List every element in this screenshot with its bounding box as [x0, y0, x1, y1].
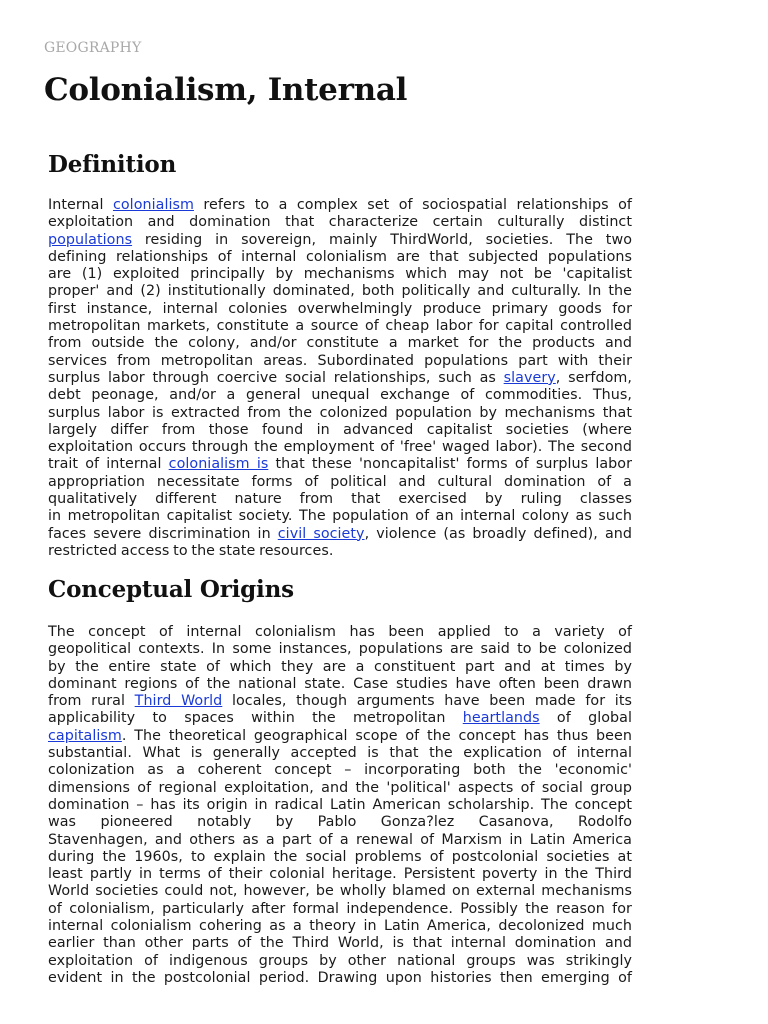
text-run: exploitation occurs through the employment of 'free' waged labor). The second [48, 439, 632, 456]
text-line [48, 474, 632, 491]
text-run: of global [539, 710, 633, 727]
text-run: colonization as a coherent concept – incorporating both the 'economic' [48, 762, 632, 779]
text-line [48, 676, 632, 693]
text-run: services from metropolitan areas. Subordinated populations part with their [48, 352, 632, 369]
text-run: was pioneered notably by Pablo Gonza?lez Casanova, Rodolfo [48, 814, 632, 831]
text-run: exploitation and domination that characterize certain culturally distinct [48, 214, 632, 231]
text-run: are (1) exploited principally by mechanisms which may not be 'capitalist [48, 266, 632, 283]
text-run: during the 1960s, to explain the social problems of postcolonial societies at [48, 848, 632, 865]
text-line [48, 953, 632, 970]
text-line [48, 883, 632, 900]
text-line [48, 797, 632, 814]
text-run: metropolitan markets, constitute a source of cheap labor for capital controlled [48, 318, 632, 335]
text-run: debt peonage, and/or a general unequal exchange of commodities. Thus, [48, 387, 632, 404]
inline-link[interactable]: colonialism is [168, 456, 269, 473]
text-run: , violence (as broadly defined), and [364, 525, 632, 542]
text-line [48, 214, 632, 231]
text-line [48, 526, 632, 543]
text-run: defining relationships of internal colonialism are that subjected populations [48, 248, 632, 265]
text-line [48, 456, 632, 473]
text-line [48, 508, 632, 525]
text-run: locales, though arguments have been made for its [222, 693, 632, 710]
text-run: appropriation necessitate forms of political and cultural domination of a [48, 473, 632, 490]
inline-link[interactable]: heartlands [462, 710, 540, 727]
text-run: least partly in terms of their colonial heritage. Persistent poverty in the Third [48, 866, 632, 883]
text-run: residing in sovereign, mainly ThirdWorld, societies. The two [132, 231, 632, 248]
text-run: largely differ from those found in advanced capitalist societies (where [48, 421, 632, 438]
page-title: Colonialism, Internal [44, 72, 408, 108]
text-run: applicability to spaces within the metropolitan [48, 710, 463, 727]
text-run: restricted access to the state resources. [48, 542, 334, 559]
text-line [48, 918, 632, 935]
section-heading-definition: Definition [48, 151, 177, 178]
text-run: from rural [48, 693, 135, 710]
category-label: GEOGRAPHY [44, 40, 142, 56]
text-run: Stavenhagen, and others as a part of a renewal of Marxism in Latin America [48, 831, 632, 848]
text-line [48, 232, 632, 249]
definition-paragraph [48, 197, 632, 560]
text-line [48, 624, 632, 641]
text-line [48, 405, 632, 422]
text-line [48, 901, 632, 918]
text-run: geopolitical contexts. In some instances, populations are said to be colonized [48, 641, 632, 658]
text-line [48, 745, 632, 762]
text-run: World societies could not, however, be wholly blamed on external mechanisms [48, 883, 632, 900]
text-line [48, 318, 632, 335]
text-line [48, 693, 632, 710]
text-run: The concept of internal colonialism has been applied to a variety of [48, 624, 632, 640]
text-line [48, 422, 632, 439]
text-line [48, 283, 632, 300]
text-run: trait of internal [48, 456, 169, 473]
text-line [48, 491, 632, 508]
inline-link[interactable]: colonialism [112, 197, 194, 213]
text-run: that these 'noncapitalist' forms of surplus labor [268, 456, 632, 473]
text-run: in metropolitan capitalist society. The population of an internal colony as such [48, 508, 632, 525]
text-line [48, 249, 632, 266]
text-line [48, 353, 632, 370]
text-run: , serfdom, [555, 369, 632, 386]
section-heading-conceptual-origins: Conceptual Origins [48, 576, 294, 603]
text-run: proper' and (2) institutionally dominated, both politically and culturally. In the [48, 283, 632, 300]
text-run: surplus labor is extracted from the colonized population by mechanisms that [48, 404, 632, 421]
text-line [48, 543, 632, 560]
text-run: dominant regions of the national state. Case studies have often been drawn [48, 675, 632, 692]
text-run: qualitatively different nature from that exercised by ruling classes [48, 491, 632, 508]
text-run: dimensions of regional exploitation, and the 'political' aspects of social group [48, 779, 632, 796]
text-run: refers to a complex set of sociospatial relationships of [193, 197, 632, 213]
text-line [48, 370, 632, 387]
text-run: faces severe discrimination in [48, 525, 278, 542]
text-run: . The theoretical geographical scope of the concept has thus been [121, 727, 632, 744]
inline-link[interactable]: Third World [134, 693, 223, 710]
text-line [48, 728, 632, 745]
text-run: Internal [48, 197, 113, 213]
text-line [48, 710, 632, 727]
text-run: first instance, internal colonies overwhelmingly produce primary goods for [48, 300, 632, 317]
text-line [48, 814, 632, 831]
text-line [48, 301, 632, 318]
text-run: earlier than other parts of the Third World, is that internal domination and [48, 935, 632, 952]
text-line [48, 266, 632, 283]
text-line [48, 849, 632, 866]
text-line [48, 335, 632, 352]
inline-link[interactable]: capitalism [48, 727, 122, 744]
text-line [48, 439, 632, 456]
text-line [48, 935, 632, 952]
text-line [48, 659, 632, 676]
text-run: evident in the postcolonial period. Drawing upon histories then emerging of [48, 969, 632, 986]
inline-link[interactable]: populations [48, 231, 133, 248]
conceptual-origins-paragraph [48, 624, 632, 987]
text-run: substantial. What is generally accepted is that the explication of internal [48, 745, 632, 762]
text-line [48, 387, 632, 404]
text-run: surplus labor through coercive social relationships, such as [48, 369, 504, 386]
text-line [48, 780, 632, 797]
text-run: internal colonialism cohering as a theory in Latin America, decolonized much [48, 918, 632, 935]
text-run: from outside the colony, and/or constitute a market for the products and [48, 335, 632, 352]
text-run: by the entire state of which they are a constituent part and at times by [48, 658, 632, 675]
text-line [48, 866, 632, 883]
text-run: domination – has its origin in radical Latin American scholarship. The concept [48, 796, 632, 813]
text-line [48, 970, 632, 987]
text-line [48, 762, 632, 779]
inline-link[interactable]: civil society [277, 525, 365, 542]
inline-link[interactable]: slavery [503, 369, 556, 386]
text-line [48, 197, 632, 214]
text-run: of colonialism, particularly after formal independence. Possibly the reason for [48, 900, 632, 917]
text-line [48, 641, 632, 658]
text-run: exploitation of indigenous groups by other national groups was strikingly [48, 952, 632, 969]
text-line [48, 832, 632, 849]
